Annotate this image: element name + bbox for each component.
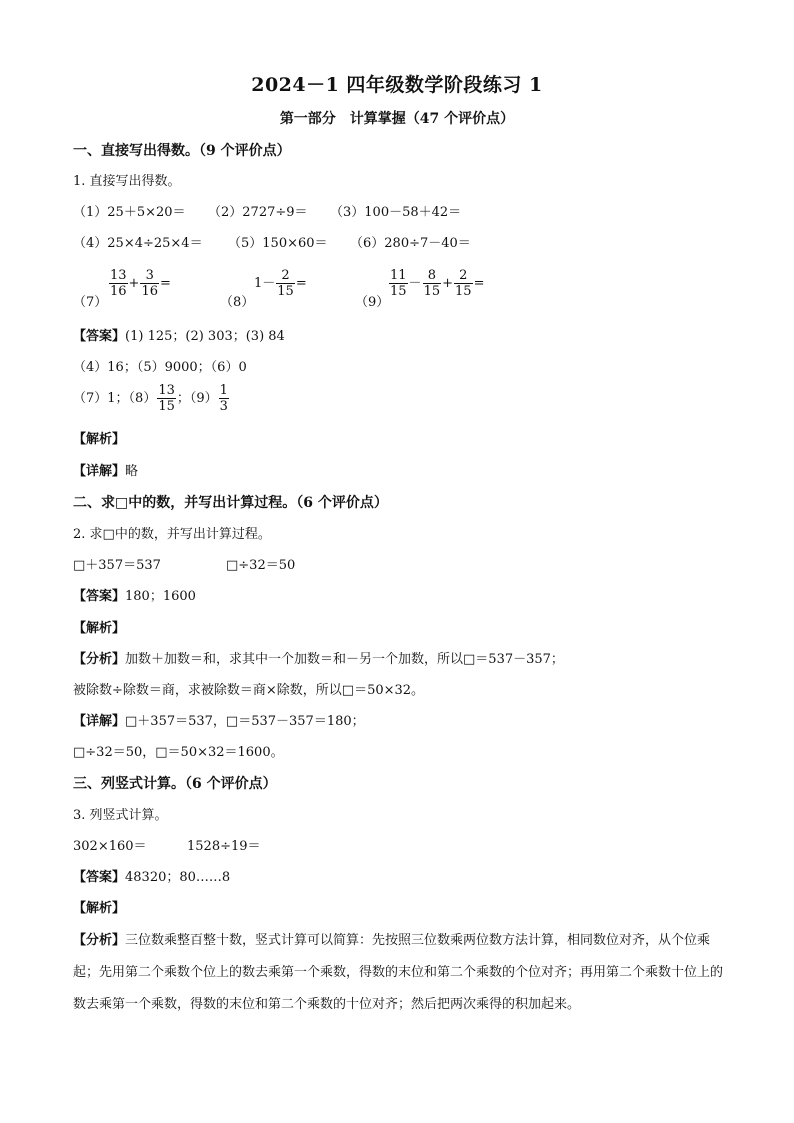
question-3: 3. 列竖式计算。 [73, 808, 168, 823]
item-5: （5）150×60＝ [228, 236, 328, 251]
fraction: $\frac{11}{15}$ [390, 268, 407, 299]
xiangjie-2-line-2: □÷32＝50，□＝50×32＝1600。 [73, 745, 284, 760]
page-title: 2024－1 四年级数学阶段练习 1 [251, 74, 543, 96]
equation-3b: 1528÷19＝ [187, 839, 261, 854]
item-6: （6）280÷7－40＝ [350, 236, 471, 251]
item-1: （1）25＋5×20＝ [73, 205, 186, 220]
answer-2: 【答案】180；1600 [73, 589, 196, 604]
question-1: 1. 直接写出得数。 [73, 174, 181, 189]
xiangjie-1: 【详解】略 [73, 464, 139, 479]
answer-label: 【答案】 [73, 329, 126, 344]
equation-3a: 302×160＝ [73, 839, 147, 854]
answer-1-line-2: （4）16；（5）9000；（6）0 [73, 360, 247, 375]
fraction: $\frac{3}{16}$ [141, 268, 158, 299]
section-1-heading: 一、直接写出得数。（9 个评价点） [73, 143, 291, 159]
fraction: $\frac{2}{15}$ [455, 268, 472, 299]
equation-2b: □÷32＝50 [226, 558, 296, 573]
fraction: $\frac{13}{16}$ [110, 268, 127, 299]
equation-2a: □＋357＝537 [73, 558, 161, 573]
item-9-label: （9） [355, 295, 390, 310]
item-8-expression: 1－ $\frac{2}{15}$ = [254, 268, 307, 299]
fraction: $\frac{13}{15}$ [158, 383, 175, 414]
item-8-label: （8） [220, 295, 255, 310]
fenxi-2-line-2: 被除数÷除数＝商，求被除数＝商×除数，所以□＝50×32。 [73, 683, 425, 698]
fraction: $\frac{1}{3}$ [219, 383, 228, 414]
section-3-heading: 三、列竖式计算。（6 个评价点） [73, 776, 277, 792]
page-subtitle: 第一部分 计算掌握（47 个评价点） [279, 111, 515, 127]
answer-3: 【答案】48320；80……8 [73, 870, 231, 885]
item-7-expression: $\frac{13}{16}$ + $\frac{3}{16}$ = [110, 268, 171, 299]
fraction: $\frac{8}{15}$ [423, 268, 441, 299]
question-2: 2. 求□中的数，并写出计算过程。 [73, 527, 271, 542]
item-7-label: （7） [73, 295, 108, 310]
jiexi-label-1: 【解析】 [73, 432, 126, 447]
jiexi-label-2: 【解析】 [73, 621, 126, 636]
fraction: $\frac{2}{15}$ [277, 268, 294, 299]
fenxi-3-paragraph: 【分析】三位数乘整百整十数，竖式计算可以简算：先按照三位数乘两位数方法计算，相同数位对齐，从个位乘起；先用第二个乘数个位上的数去乘第一个乘数，得数的末位和第二个乘数的个位对齐；再用第二个乘数十位上的数去乘第一个乘数，得数的末位和第二个乘数的十位对齐；然后把两次乘得的积加起来。 [73, 933, 724, 1012]
item-2: （2）2727÷9＝ [208, 205, 308, 220]
section-2-heading: 二、求□中的数，并写出计算过程。（6 个评价点） [73, 495, 388, 511]
item-3: （3）100－58＋42＝ [330, 205, 462, 220]
item-9-expression: $\frac{11}{15}$ － $\frac{8}{15}$ + $\frac{2}{15}$ = [390, 268, 485, 299]
answer-1-line-3: （7）1；（8） $\frac{13}{15}$ ；（9） $\frac{1}{3}$ [73, 383, 228, 414]
fenxi-2-line-1: 【分析】加数＋加数＝和，求其中一个加数＝和－另一个加数，所以□＝537－357； [73, 652, 564, 667]
answer-1-line-1: 【答案】(1) 125；(2) 303；(3) 84 [73, 329, 285, 344]
jiexi-label-3: 【解析】 [73, 901, 126, 916]
item-4: （4）25×4÷25×4＝ [73, 236, 203, 251]
xiangjie-2-line-1: 【详解】□＋357＝537，□＝537－357＝180； [73, 714, 365, 729]
